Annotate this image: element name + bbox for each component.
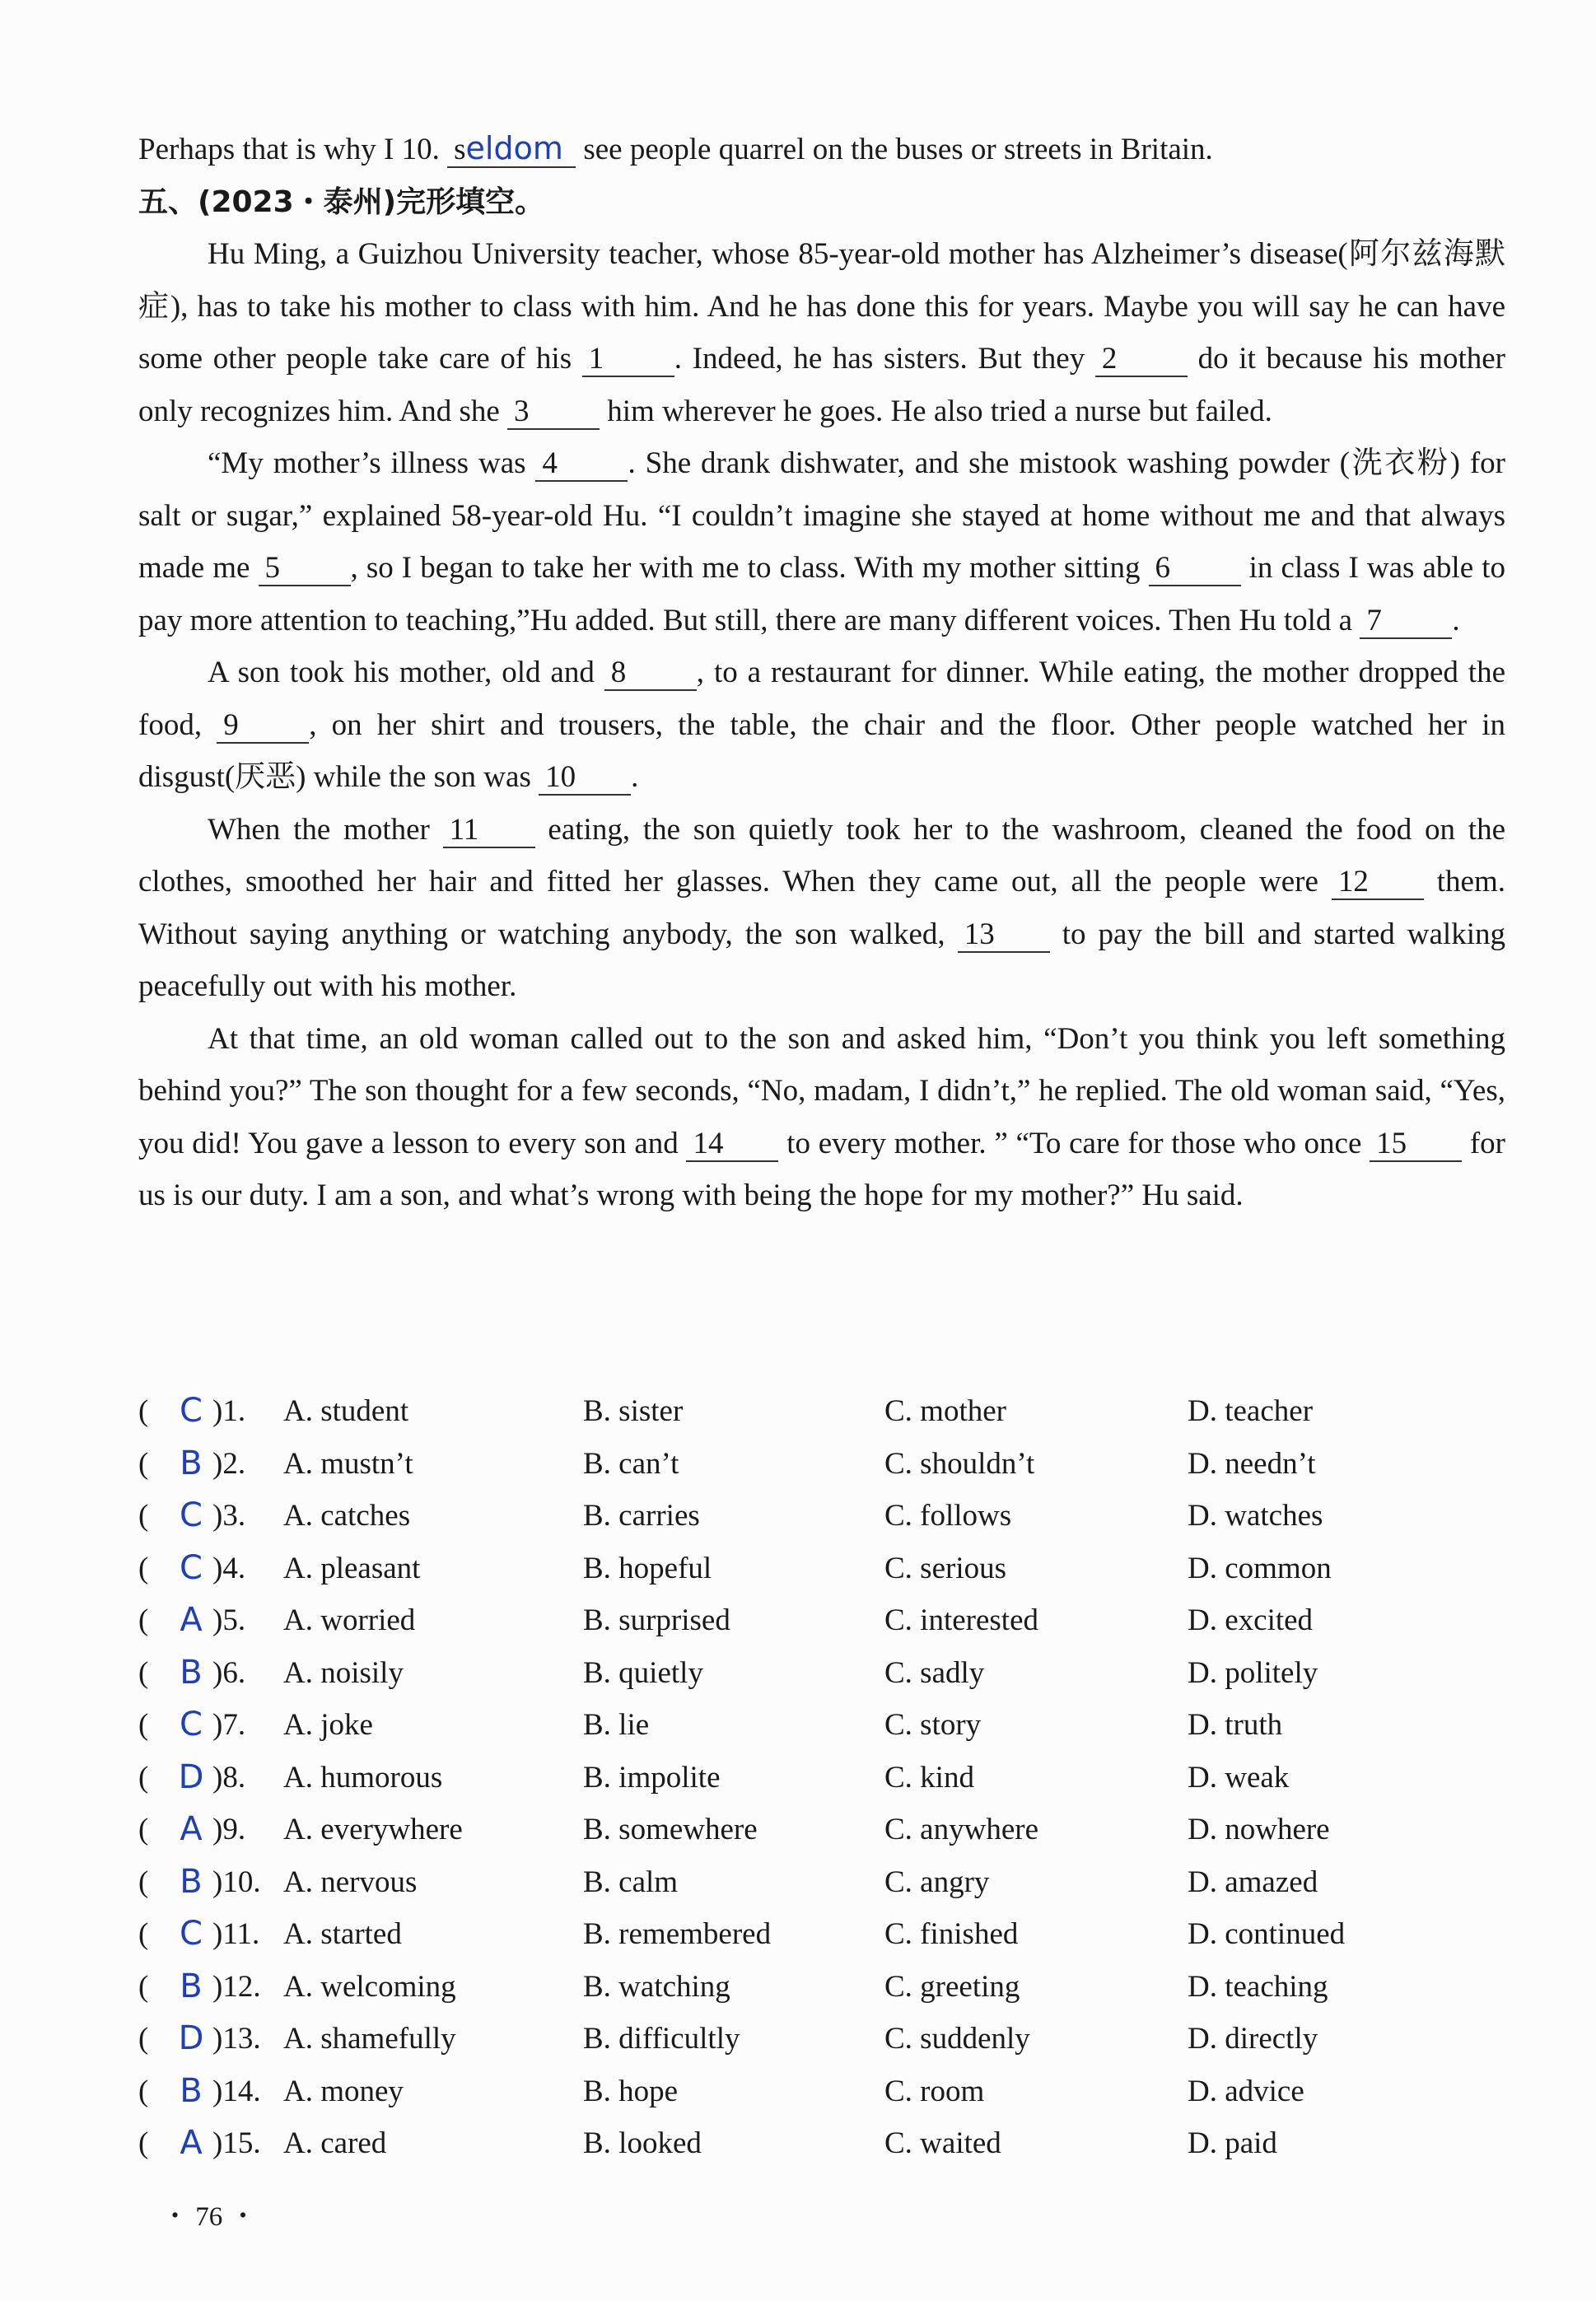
- option-a: A. joke: [283, 1708, 373, 1742]
- option-b: B. looked: [583, 2126, 702, 2160]
- selected-answer: C: [180, 1548, 203, 1587]
- selected-answer: A: [180, 1601, 203, 1639]
- question-number: )14.: [212, 2074, 261, 2108]
- option-a: A. noisily: [283, 1655, 404, 1690]
- open-paren: (: [138, 1655, 149, 1690]
- open-paren: (: [138, 1865, 149, 1899]
- option-c: C. greeting: [884, 1969, 1020, 2004]
- question-row: [138, 1438, 1505, 1491]
- selected-answer: B: [180, 2071, 203, 2110]
- option-d: D. excited: [1188, 1603, 1314, 1637]
- option-a: A. pleasant: [283, 1551, 421, 1585]
- blank-14: 14: [686, 1127, 778, 1162]
- option-d: D. continued: [1188, 1917, 1346, 1951]
- selected-answer: B: [180, 1967, 203, 2005]
- blank-10: 10: [539, 761, 631, 796]
- paragraph-1: Hu Ming, a Guizhou University teacher, whose 85-year-old mother has Alzheimer’s disease(阿尔兹海默症), has to take his mother to class with him. And he has done this for years. Maybe you will say he can have some other people take care of his 1 . Indeed, he has sisters. But they 2 do it because his mother only recognizes him. And she 3 him wherever he goes. He also tried a nurse but failed.: [138, 237, 1505, 428]
- question-row: [138, 1961, 1505, 2014]
- open-paren: (: [138, 2022, 149, 2056]
- option-c: C. kind: [884, 1760, 974, 1795]
- option-a: A. worried: [283, 1603, 416, 1637]
- option-c: C. follows: [884, 1499, 1012, 1533]
- option-d: D. weak: [1188, 1760, 1290, 1795]
- selected-answer: C: [180, 1496, 203, 1534]
- option-d: D. advice: [1188, 2074, 1304, 2108]
- option-a: A. catches: [283, 1499, 411, 1533]
- option-a: A. student: [283, 1394, 409, 1428]
- option-a: A. cared: [283, 2126, 387, 2160]
- question-row: [138, 1856, 1505, 1909]
- open-paren: (: [138, 1551, 149, 1585]
- option-d: D. amazed: [1188, 1865, 1318, 1899]
- option-a: A. everywhere: [283, 1813, 463, 1846]
- question-number: )1.: [212, 1394, 246, 1428]
- option-b: B. watching: [583, 1969, 730, 2004]
- option-b: B. surprised: [583, 1603, 730, 1637]
- option-c: C. suddenly: [884, 2022, 1030, 2056]
- option-d: D. truth: [1188, 1708, 1283, 1742]
- blank-6: 6: [1149, 552, 1241, 586]
- option-a: A. mustn’t: [283, 1446, 413, 1481]
- question-row: [138, 2013, 1505, 2065]
- selected-answer: B: [180, 1653, 203, 1692]
- paragraph-5: At that time, an old woman called out to the son and asked him, “Don’t you think you left something behind you?” The son thought for a few seconds, “No, madam, I didn’t,” he replied. The old woman said, “Yes, you did! You gave a lesson to every son and 14 to every mother. ” “To care for those who once 15 for us is our duty. I am a son, and what’s wrong with being the hope for my mother?” Hu said.: [138, 1021, 1505, 1212]
- blank-3: 3: [507, 395, 600, 430]
- blank-11: 11: [443, 814, 535, 848]
- question-row: [138, 1543, 1505, 1595]
- option-b: B. carries: [583, 1499, 700, 1533]
- section-title: 五、(2023・泰州)完形填空。: [138, 184, 545, 219]
- question-number: 10.: [401, 133, 440, 166]
- blank-8: 8: [604, 656, 697, 691]
- question-number: )7.: [212, 1708, 246, 1742]
- question-number: )2.: [212, 1446, 246, 1481]
- blank-1: 1: [582, 343, 674, 377]
- question-row: [138, 2065, 1505, 2118]
- question-number: )4.: [212, 1551, 246, 1585]
- selected-answer: D: [178, 2019, 204, 2057]
- question-row: [138, 1647, 1505, 1700]
- question-number: )8.: [212, 1760, 246, 1795]
- question-row: [138, 1385, 1505, 1438]
- option-a: A. nervous: [283, 1865, 418, 1899]
- option-d: D. politely: [1188, 1655, 1318, 1690]
- option-b: B. lie: [583, 1708, 650, 1742]
- option-c: C. serious: [884, 1551, 1006, 1585]
- answer-options-list: [138, 1385, 1505, 2170]
- page-number: ・ 76 ・: [161, 2202, 257, 2232]
- open-paren: (: [138, 1708, 149, 1742]
- option-c: C. interested: [884, 1603, 1039, 1637]
- passage-area: [138, 124, 1505, 1222]
- option-b: B. difficultly: [583, 2022, 740, 2056]
- option-b: B. sister: [583, 1394, 684, 1428]
- option-a: A. welcoming: [283, 1969, 456, 2004]
- question-row: [138, 1908, 1505, 1961]
- open-paren: (: [138, 1394, 149, 1428]
- question-number: )9.: [212, 1813, 246, 1846]
- question-row: [138, 1699, 1505, 1752]
- option-d: D. paid: [1188, 2126, 1277, 2160]
- open-paren: (: [138, 2074, 149, 2108]
- option-c: C. room: [884, 2074, 985, 2108]
- question-number: )11.: [212, 1917, 260, 1951]
- option-c: C. sadly: [884, 1655, 985, 1690]
- open-paren: (: [138, 1499, 149, 1533]
- blank-9: 9: [217, 709, 309, 744]
- blank-5: 5: [259, 552, 351, 586]
- blank-15: 15: [1370, 1127, 1462, 1162]
- option-d: D. nowhere: [1188, 1813, 1330, 1846]
- paragraph-3: A son took his mother, old and 8 , to a restaurant for dinner. While eating, the mother dropped the food, 9 , on her shirt and trousers, the table, the chair and the floor. Other people watched her in disgust(厌恶) while the son was 10 .: [138, 656, 1506, 794]
- option-c: C. shouldn’t: [884, 1446, 1035, 1481]
- option-d: D. needn’t: [1188, 1446, 1316, 1481]
- question-number: )3.: [212, 1499, 246, 1533]
- open-paren: (: [138, 1446, 149, 1481]
- option-c: C. angry: [884, 1865, 990, 1899]
- selected-answer: B: [180, 1444, 203, 1482]
- blank-7: 7: [1360, 604, 1452, 639]
- selected-answer: A: [180, 1810, 203, 1848]
- line-question-10: Perhaps that is why I 10. seldom see people quarrel on the buses or streets in Britain.: [138, 130, 1213, 166]
- option-b: B. can’t: [583, 1446, 679, 1481]
- option-c: C. anywhere: [884, 1813, 1038, 1846]
- paragraph-2: “My mother’s illness was 4 . She drank dishwater, and she mistook washing powder (洗衣粉) for salt or sugar,” explained 58-year-old Hu. “I couldn’t imagine she stayed at home without me and that always made me 5 , so I began to take her with me to class. With my mother sitting 6 in class I was able to pay more attention to teaching,”Hu added. But still, there are many different voices. Then Hu told a 7 .: [138, 446, 1505, 637]
- option-b: B. impolite: [583, 1760, 721, 1795]
- question-row: [138, 2117, 1505, 2170]
- selected-answer: D: [178, 1757, 204, 1796]
- selected-answer: C: [180, 1392, 203, 1430]
- blank-4: 4: [535, 447, 628, 482]
- open-paren: (: [138, 1917, 149, 1951]
- option-d: D. teacher: [1188, 1394, 1314, 1428]
- option-b: B. hopeful: [583, 1551, 712, 1585]
- option-c: C. story: [884, 1708, 982, 1742]
- question-number: )12.: [212, 1969, 261, 2004]
- answer-blank-10: seldom: [447, 132, 576, 168]
- selected-answer: C: [180, 1706, 203, 1743]
- question-row: [138, 1804, 1505, 1856]
- selected-answer: B: [180, 1862, 203, 1901]
- option-d: D. watches: [1188, 1499, 1323, 1533]
- open-paren: (: [138, 1969, 149, 2004]
- option-b: B. somewhere: [583, 1813, 758, 1846]
- question-row: [138, 1490, 1505, 1543]
- question-number: )6.: [212, 1655, 246, 1690]
- question-number: )5.: [212, 1603, 246, 1637]
- blank-13: 13: [958, 918, 1050, 953]
- option-a: A. started: [283, 1917, 402, 1951]
- open-paren: (: [138, 1603, 149, 1637]
- option-c: C. waited: [884, 2126, 1001, 2160]
- option-b: B. quietly: [583, 1655, 703, 1690]
- option-d: D. teaching: [1188, 1969, 1328, 2004]
- handwritten-answer: eldom: [465, 130, 563, 166]
- option-d: D. directly: [1188, 2022, 1318, 2056]
- selected-answer: C: [180, 1915, 203, 1953]
- open-paren: (: [138, 1760, 149, 1795]
- option-c: C. mother: [884, 1394, 1006, 1428]
- option-c: C. finished: [884, 1917, 1019, 1951]
- blank-12: 12: [1332, 866, 1424, 900]
- open-paren: (: [138, 2126, 149, 2160]
- selected-answer: A: [180, 2124, 203, 2162]
- question-number: )15.: [212, 2126, 261, 2160]
- option-a: A. humorous: [283, 1760, 443, 1795]
- open-paren: (: [138, 1813, 149, 1846]
- option-d: D. common: [1188, 1551, 1332, 1585]
- blank-2: 2: [1095, 343, 1188, 377]
- option-b: B. calm: [583, 1865, 679, 1899]
- question-number: )10.: [212, 1865, 261, 1899]
- option-a: A. shamefully: [283, 2022, 456, 2056]
- paragraph-4: When the mother 11 eating, the son quietly took her to the washroom, cleaned the food on the clothes, smoothed her hair and fitted her glasses. When they came out, all the people were 12 them. Without saying anything or watching anybody, the son walked, 13 to pay the bill and started walking peacefully out with his mother.: [138, 812, 1506, 1003]
- option-b: B. hope: [583, 2074, 679, 2108]
- option-b: B. remembered: [583, 1917, 772, 1951]
- option-a: A. money: [283, 2074, 404, 2108]
- question-row: [138, 1752, 1505, 1804]
- question-row: [138, 1594, 1505, 1647]
- question-number: )13.: [212, 2022, 261, 2056]
